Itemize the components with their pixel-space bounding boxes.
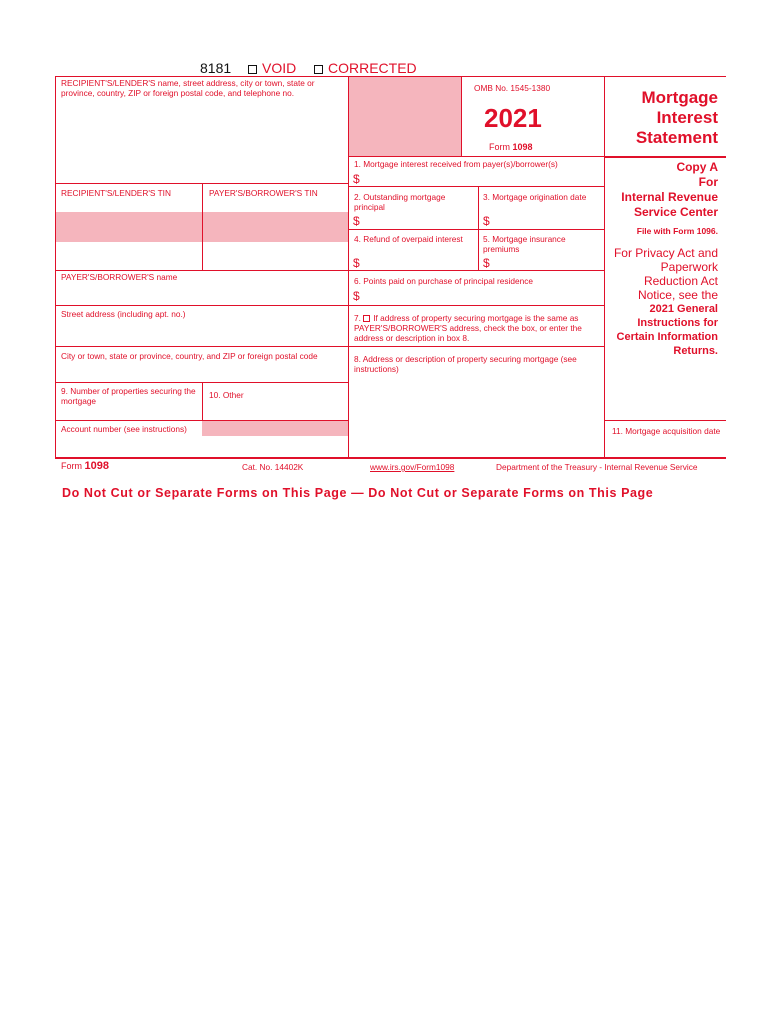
- shaded-area-account: [202, 420, 348, 436]
- box2-field[interactable]: [362, 213, 476, 228]
- box7-text: [354, 313, 600, 343]
- line-box11-top: [604, 420, 726, 421]
- box5-field[interactable]: [492, 255, 602, 269]
- line-box23-bottom: [348, 229, 604, 230]
- box9-label: 9. Number of properties securing the mortgage: [61, 386, 196, 406]
- tax-year: 2021: [484, 103, 542, 133]
- box11-label: 11. Mortgage acquisition date: [612, 426, 721, 436]
- footer-form-prefix: Form: [61, 461, 82, 471]
- title-line-2: Interest: [656, 108, 718, 127]
- recipient-name-label: RECIPIENT'S/LENDER'S name, street address, city or town, state or province, country, ZIP or foreign postal code, and telephone no.: [61, 78, 315, 98]
- box3-field[interactable]: [492, 213, 602, 228]
- line-title-bottom: [604, 156, 726, 158]
- title-line-3: Statement: [635, 128, 718, 147]
- omb-form-prefix: Form: [489, 142, 510, 152]
- copy-a-irs: Internal Revenue Service Center: [621, 190, 718, 219]
- box4-label: 4. Refund of overpaid interest: [354, 234, 463, 244]
- privacy-text: For Privacy Act and Paperwork Reduction Act Notice, see the: [613, 246, 718, 302]
- omb-divider: [461, 76, 462, 156]
- title-line-1: Mortgage: [641, 88, 718, 107]
- box3-dollar: $: [483, 214, 490, 228]
- box5-dollar: $: [483, 256, 490, 270]
- box8-label: 8. Address or description of property securing mortgage (see instructions): [354, 354, 577, 374]
- box2-dollar: $: [353, 214, 360, 228]
- box7-checkbox[interactable]: [363, 315, 370, 322]
- box7-number: 7.: [354, 313, 361, 323]
- box1-field[interactable]: [362, 171, 602, 185]
- box1-label: 1. Mortgage interest received from payer(s)/borrower(s): [354, 159, 558, 169]
- omb-form-number: 1098: [512, 142, 533, 152]
- account-number-field[interactable]: [57, 436, 347, 456]
- line-box6-bottom: [348, 305, 604, 306]
- recipient-tin-label: RECIPIENT'S/LENDER'S TIN: [61, 188, 171, 198]
- box1-dollar: $: [353, 172, 360, 186]
- void-checkbox-box[interactable]: [248, 65, 257, 74]
- copy-a-block: [606, 160, 718, 220]
- line-box7-bottom: [348, 346, 604, 347]
- box6-field[interactable]: [362, 288, 602, 304]
- left-border: [55, 76, 56, 458]
- omb-number: OMB No. 1545-1380: [474, 83, 551, 93]
- shaded-area-top: [349, 77, 461, 156]
- recipient-tin-field[interactable]: [57, 244, 201, 269]
- line-name-bottom: [55, 305, 348, 306]
- corrected-checkbox-box[interactable]: [314, 65, 323, 74]
- form-code: 8181: [200, 60, 232, 76]
- box6-dollar: $: [353, 289, 360, 303]
- payer-tin-field[interactable]: [203, 244, 347, 269]
- line-box45-bottom: [348, 270, 604, 271]
- city-field[interactable]: [57, 362, 347, 381]
- box8-field[interactable]: [350, 378, 602, 456]
- line-tin-bottom: [55, 270, 348, 271]
- box3-label: 3. Mortgage origination date: [483, 192, 587, 202]
- bottom-border: [55, 457, 726, 459]
- footer-form-id: [61, 461, 109, 472]
- payer-name-label: PAYER'S/BORROWER'S name: [61, 272, 178, 282]
- void-checkbox[interactable]: [248, 60, 296, 76]
- line-box9-bottom: [55, 420, 348, 421]
- col-divider-2: [604, 76, 605, 458]
- box2-label: 2. Outstanding mortgage principal: [354, 192, 446, 212]
- box4-field[interactable]: [362, 255, 476, 269]
- privacy-notice: [606, 246, 718, 358]
- catalog-number: Cat. No. 14402K: [242, 462, 304, 472]
- footer-form-number: 1098: [84, 460, 109, 472]
- line-box1-top: [348, 156, 604, 157]
- copy-a-title: Copy A: [676, 160, 718, 174]
- department-text: Department of the Treasury - Internal Revenue Service: [496, 462, 698, 472]
- void-label: VOID: [262, 60, 297, 76]
- copy-a-for: For: [698, 175, 718, 189]
- form-title: [606, 88, 718, 148]
- recipient-name-field[interactable]: [57, 98, 347, 182]
- line-box1-bottom: [348, 186, 604, 187]
- box7-label: If address of property securing mortgage is the same as PAYER'S/BORROWER'S address, check the box, or enter the address or description in box 8.: [354, 313, 582, 343]
- file-with: File with Form 1096.: [636, 226, 718, 236]
- privacy-instructions: 2021 General Instructions for Certain Information Returns.: [616, 303, 718, 357]
- corrected-checkbox[interactable]: [314, 60, 417, 76]
- omb-form-id: [489, 142, 533, 153]
- box5-label: 5. Mortgage insurance premiums: [483, 234, 566, 254]
- irs-url-link[interactable]: www.irs.gov/Form1098: [370, 462, 455, 472]
- line-street-bottom: [55, 346, 348, 347]
- box10-field[interactable]: [203, 402, 347, 419]
- do-not-cut-notice: Do Not Cut or Separate Forms on This Page — Do Not Cut or Separate Forms on This Page: [62, 486, 654, 500]
- street-address-label: Street address (including apt. no.): [61, 309, 186, 319]
- account-number-label: Account number (see instructions): [61, 424, 187, 434]
- box6-label: 6. Points paid on purchase of principal residence: [354, 276, 533, 286]
- corrected-label: CORRECTED: [328, 60, 417, 76]
- box23-divider: [478, 186, 479, 270]
- payer-tin-label: PAYER'S/BORROWER'S TIN: [209, 188, 318, 198]
- box10-label: 10. Other: [209, 390, 244, 400]
- payer-name-field[interactable]: [57, 283, 347, 304]
- street-address-field[interactable]: [57, 320, 347, 345]
- city-label: City or town, state or province, country, and ZIP or foreign postal code: [61, 351, 318, 361]
- box4-dollar: $: [353, 256, 360, 270]
